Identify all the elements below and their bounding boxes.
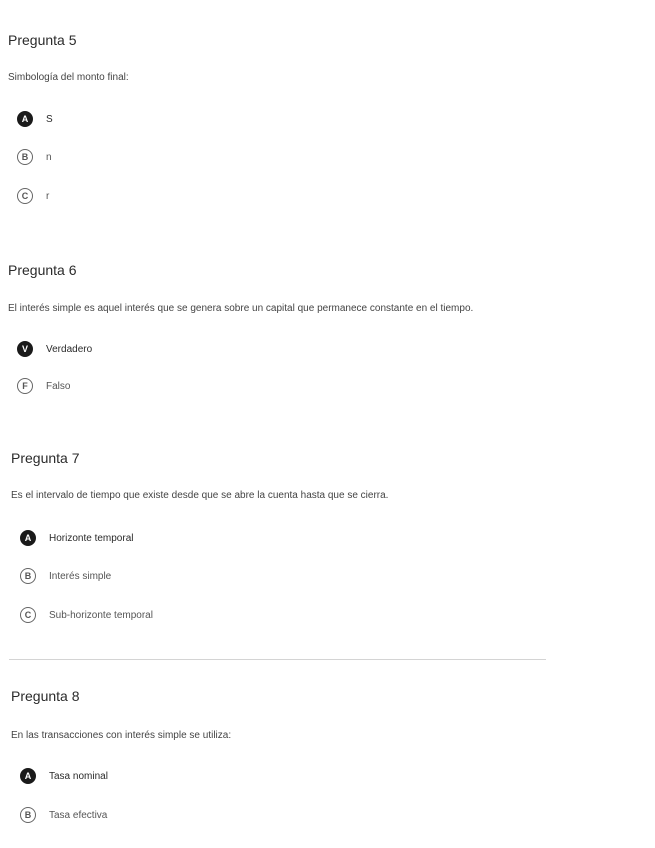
question-6-option-v[interactable]	[17, 339, 92, 359]
question-5-option-a[interactable]	[17, 109, 53, 129]
section-divider	[9, 659, 546, 660]
option-label: Sub-horizonte temporal	[49, 609, 153, 621]
option-badge: C	[17, 188, 33, 204]
question-7-option-a[interactable]	[20, 528, 133, 548]
question-5-option-b[interactable]	[17, 147, 52, 167]
question-7-option-b[interactable]	[20, 566, 111, 586]
option-label: r	[46, 190, 50, 202]
question-7-title: Pregunta 7	[11, 450, 80, 466]
option-label: Tasa efectiva	[49, 809, 108, 821]
question-6-text: El interés simple es aquel interés que se genera sobre un capital que permanece constante en el tiempo.	[8, 303, 474, 314]
question-6-title: Pregunta 6	[8, 262, 77, 278]
option-badge: A	[20, 530, 36, 546]
option-label: S	[46, 113, 53, 125]
question-8-option-b[interactable]	[20, 805, 107, 825]
question-7-option-c[interactable]	[20, 605, 153, 625]
option-badge: C	[20, 607, 36, 623]
option-label: Horizonte temporal	[49, 532, 134, 544]
option-label: Verdadero	[46, 343, 93, 355]
question-8-text: En las transacciones con interés simple se utiliza:	[11, 730, 232, 741]
question-6-option-f[interactable]	[17, 376, 70, 396]
option-badge: B	[20, 568, 36, 584]
question-8-option-a[interactable]	[20, 766, 108, 786]
option-badge: B	[20, 807, 36, 823]
option-badge: B	[17, 149, 33, 165]
question-5-title: Pregunta 5	[8, 32, 77, 48]
option-badge: A	[17, 111, 33, 127]
question-7-text: Es el intervalo de tiempo que existe desde que se abre la cuenta hasta que se cierra.	[11, 490, 389, 501]
question-8-title: Pregunta 8	[11, 688, 80, 704]
option-badge: A	[20, 768, 36, 784]
question-5-option-c[interactable]	[17, 186, 49, 206]
option-label: Tasa nominal	[49, 770, 108, 782]
option-badge: V	[17, 341, 33, 357]
option-label: Interés simple	[49, 570, 112, 582]
option-badge: F	[17, 378, 33, 394]
question-5-text: Simbología del monto final:	[8, 72, 129, 83]
option-label: Falso	[46, 380, 71, 392]
option-label: n	[46, 151, 52, 163]
